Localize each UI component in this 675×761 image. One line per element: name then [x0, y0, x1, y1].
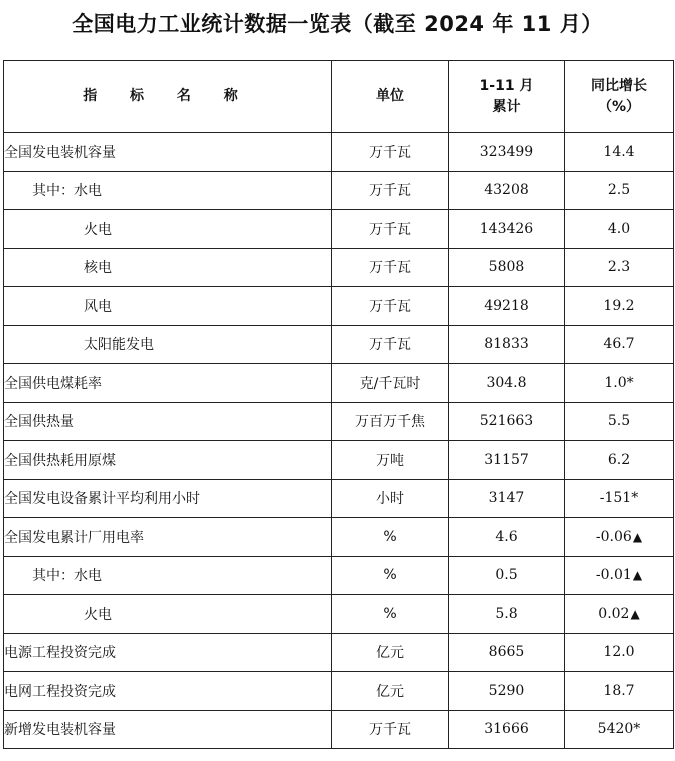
table-row [4, 479, 674, 518]
row-value: 31157 [449, 441, 565, 480]
table-row [4, 171, 674, 210]
table-row [4, 287, 674, 326]
row-name: 电网工程投资完成 [4, 672, 332, 711]
row-value: 31666 [449, 710, 565, 749]
row-value: 521663 [449, 402, 565, 441]
table-row [4, 325, 674, 364]
row-unit: 亿元 [332, 672, 449, 711]
header-cumulative-line1: 1-11 月 [479, 77, 534, 94]
row-yoy: 6.2 [565, 441, 674, 480]
row-value: 8665 [449, 633, 565, 672]
row-unit: % [332, 595, 449, 634]
triangle-icon: ▲ [632, 529, 643, 544]
table-row [4, 518, 674, 557]
row-yoy-value: -0.01 [595, 567, 632, 584]
table-row [4, 595, 674, 634]
row-yoy: -151* [565, 479, 674, 518]
header-indicator-name: 指 标 名 称 [4, 61, 332, 133]
row-name: 全国发电设备累计平均利用小时 [4, 479, 332, 518]
row-unit: % [332, 556, 449, 595]
table-header-row [4, 61, 674, 133]
table-row [4, 248, 674, 287]
row-yoy: 1.0* [565, 364, 674, 403]
row-yoy: 14.4 [565, 133, 674, 172]
row-yoy: 18.7 [565, 672, 674, 711]
row-yoy: 12.0 [565, 633, 674, 672]
header-cumulative [449, 61, 565, 133]
row-name: 全国发电累计厂用电率 [4, 518, 332, 557]
row-value: 49218 [449, 287, 565, 326]
row-value: 143426 [449, 210, 565, 249]
row-name: 全国供热量 [4, 402, 332, 441]
row-value: 81833 [449, 325, 565, 364]
row-unit: 万千瓦 [332, 287, 449, 326]
row-yoy: 5.5 [565, 402, 674, 441]
row-value: 323499 [449, 133, 565, 172]
header-yoy-line1: 同比增长 [591, 77, 647, 94]
page-title: 全国电力工业统计数据一览表（截至 2024 年 11 月） [72, 12, 603, 36]
row-name: 全国供电煤耗率 [4, 364, 332, 403]
row-unit: 小时 [332, 479, 449, 518]
row-value: 5.8 [449, 595, 565, 634]
row-name: 电源工程投资完成 [4, 633, 332, 672]
row-unit: 万吨 [332, 441, 449, 480]
row-unit: 万千瓦 [332, 248, 449, 287]
row-name: 其中：水电 [4, 556, 332, 595]
triangle-icon: ▲ [630, 606, 640, 621]
row-name: 新增发电装机容量 [4, 710, 332, 749]
row-unit: 万千瓦 [332, 710, 449, 749]
row-name: 火电 [4, 595, 332, 634]
row-yoy: 2.5 [565, 171, 674, 210]
row-value: 43208 [449, 171, 565, 210]
row-unit: % [332, 518, 449, 557]
table-row [4, 210, 674, 249]
triangle-icon: ▲ [632, 568, 643, 583]
row-unit: 克/千瓦时 [332, 364, 449, 403]
row-name: 风电 [4, 287, 332, 326]
table-row [4, 133, 674, 172]
header-yoy [565, 61, 674, 133]
table-row [4, 402, 674, 441]
row-yoy: 46.7 [565, 325, 674, 364]
row-yoy: 2.3 [565, 248, 674, 287]
row-yoy-value: 0.02 [598, 605, 630, 622]
table-row [4, 633, 674, 672]
row-value: 5808 [449, 248, 565, 287]
row-value: 304.8 [449, 364, 565, 403]
table-row [4, 556, 674, 595]
table-row [4, 441, 674, 480]
row-yoy: 19.2 [565, 287, 674, 326]
header-cumulative-line2: 累计 [492, 98, 521, 115]
row-name: 核电 [4, 248, 332, 287]
row-yoy: 4.0 [565, 210, 674, 249]
row-value: 0.5 [449, 556, 565, 595]
row-unit: 万百万千焦 [332, 402, 449, 441]
table-row [4, 710, 674, 749]
row-yoy [565, 595, 674, 634]
statistics-table [3, 60, 674, 749]
row-unit: 万千瓦 [332, 325, 449, 364]
row-name: 全国发电装机容量 [4, 133, 332, 172]
row-yoy-value: -0.06 [595, 528, 632, 545]
table-row [4, 672, 674, 711]
header-yoy-line2: （%） [597, 98, 641, 115]
row-yoy [565, 556, 674, 595]
row-unit: 万千瓦 [332, 171, 449, 210]
row-unit: 万千瓦 [332, 133, 449, 172]
row-yoy: 5420* [565, 710, 674, 749]
row-yoy [565, 518, 674, 557]
row-name: 全国供热耗用原煤 [4, 441, 332, 480]
row-value: 5290 [449, 672, 565, 711]
row-value: 3147 [449, 479, 565, 518]
row-unit: 万千瓦 [332, 210, 449, 249]
header-unit: 单位 [332, 61, 449, 133]
row-name: 其中：水电 [4, 171, 332, 210]
row-name: 太阳能发电 [4, 325, 332, 364]
row-name: 火电 [4, 210, 332, 249]
row-value: 4.6 [449, 518, 565, 557]
table-row [4, 364, 674, 403]
row-unit: 亿元 [332, 633, 449, 672]
